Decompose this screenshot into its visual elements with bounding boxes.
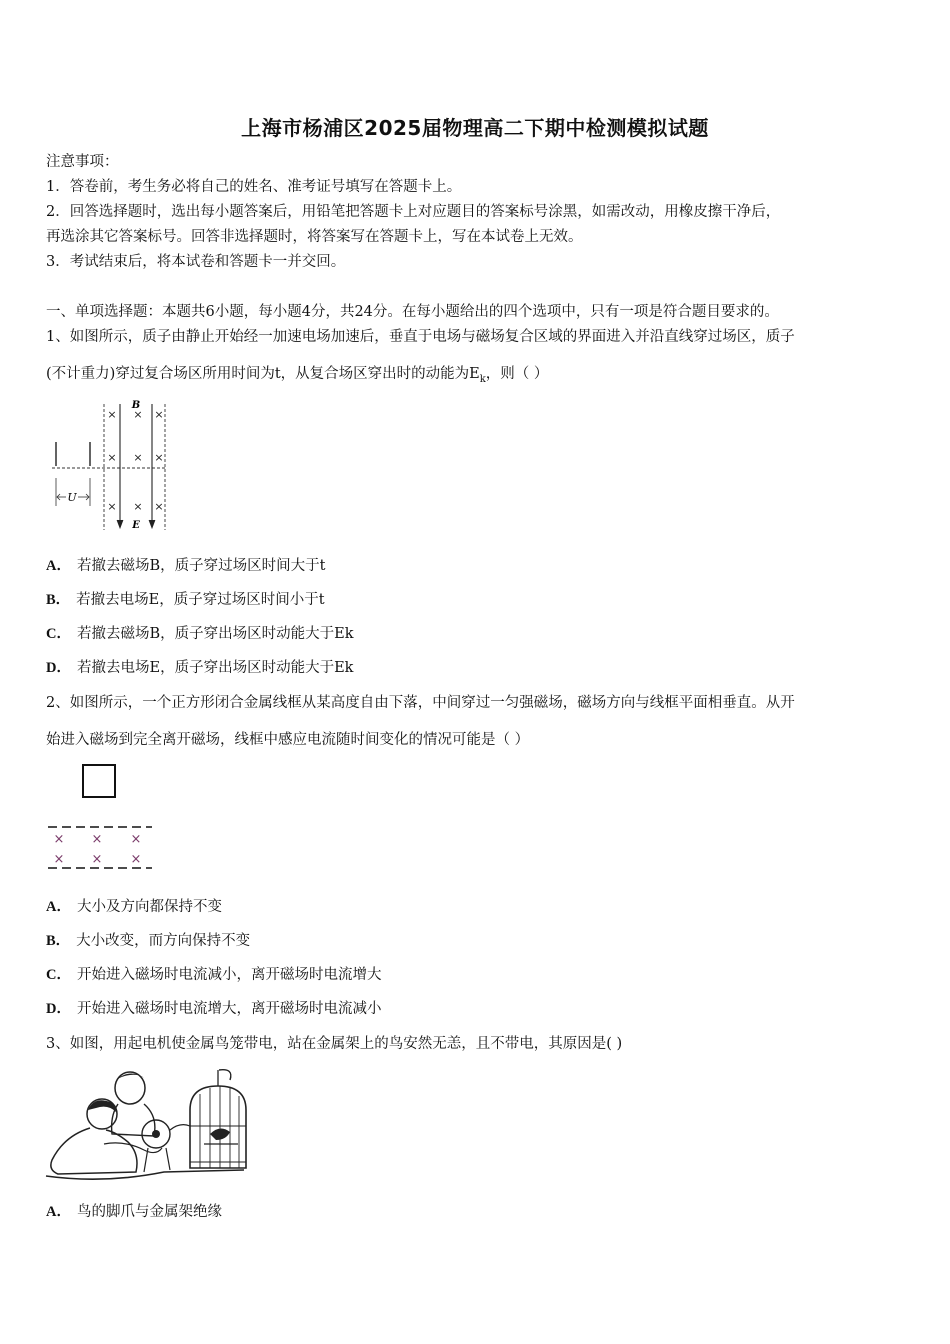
q2-stem-line1: 2、如图所示，一个正方形闭合金属线框从某高度自由下落，中间穿过一匀强磁场，磁场方向与线框平面相垂直。从开 — [46, 695, 795, 711]
option-text: 鸟的脚爪与金属架绝缘 — [76, 1204, 222, 1220]
option-text: 若撤去电场E，质子穿出场区时动能大于Ek — [76, 660, 354, 676]
q2-option-d — [46, 999, 381, 1019]
q2-option-c — [46, 965, 381, 985]
q2-b-cross: × — [130, 832, 142, 847]
q3-bird — [210, 1128, 230, 1140]
option-letter: D． — [46, 660, 71, 676]
notice-item: 2．回答选择题时，选出每小题答案后，用铅笔把答题卡上对应题目的答案标号涂黑，如需改动，用橡皮擦干净后， — [46, 204, 781, 220]
q3-person-head — [115, 1072, 145, 1104]
q2-stem-line2: 始进入磁场到完全离开磁场，线框中感应电流随时间变化的情况可能是（ ） — [46, 732, 530, 748]
q2-b-cross: × — [53, 852, 65, 867]
option-letter: A． — [46, 558, 71, 574]
q1-stem-subscript: k — [479, 373, 486, 385]
option-text: 大小及方向都保持不变 — [76, 899, 222, 915]
q2-option-b — [46, 931, 250, 951]
notice-item: 1．答卷前，考生务必将自己的姓名、准考证号填写在答题卡上。 — [46, 179, 462, 195]
notice-item: 再选涂其它答案标号。回答非选择题时，将答案写在答题卡上，写在本试卷上无效。 — [46, 229, 583, 245]
q2-option-a — [46, 897, 222, 917]
option-text: 大小改变，而方向保持不变 — [76, 933, 251, 949]
q1-option-d — [46, 658, 353, 678]
option-text: 开始进入磁场时电流减小，离开磁场时电流增大 — [76, 967, 382, 983]
q3-cage-hook — [219, 1070, 231, 1080]
option-text: 若撤去磁场B，质子穿过场区时间大于t — [76, 558, 326, 574]
q3-cage-outline — [190, 1086, 246, 1168]
q2-b-cross: × — [91, 832, 103, 847]
option-letter: A． — [46, 1204, 71, 1220]
q1-field-diagram — [48, 398, 178, 534]
q1-b-cross: × — [133, 408, 143, 421]
q1-b-cross: × — [154, 500, 164, 513]
q1-label-e: E — [132, 520, 140, 531]
q3-option-a — [46, 1202, 222, 1222]
q1-stem-line1: 1、如图所示，质子由静止开始经一加速电场加速后，垂直于电场与磁场复合区域的界面进入并沿直线穿过场区，质子 — [46, 329, 795, 345]
q3-machine-wire — [170, 1125, 190, 1130]
page-title: 上海市杨浦区2025届物理高二下期中检测模拟试题 — [241, 116, 709, 140]
option-letter: B． — [46, 933, 71, 949]
option-text: 若撤去磁场B，质子穿出场区时动能大于Ek — [76, 626, 354, 642]
notice-item: 3．考试结束后，将本试卷和答题卡一并交回。 — [46, 254, 346, 270]
q1-stem-text: (不计重力)穿过复合场区所用时间为t，从复合场区穿出时的动能为E — [46, 366, 480, 382]
q1-b-cross: × — [133, 500, 143, 513]
q1-option-a — [46, 556, 325, 576]
section-heading: 一、单项选择题：本题共6小题，每小题4分，共24分。在每小题给出的四个选项中，只有一项是符合题目要求的。 — [46, 304, 779, 320]
q3-machine-hub — [152, 1130, 160, 1138]
q1-label-b: B — [131, 400, 141, 411]
q2-b-cross: × — [53, 832, 65, 847]
q1-b-cross: × — [154, 408, 164, 421]
q2-frame-diagram — [46, 762, 156, 874]
q2-b-cross: × — [130, 852, 142, 867]
q1-stem-tail: ，则（ ） — [485, 366, 549, 382]
q1-option-c — [46, 624, 354, 644]
q1-stem-line2 — [46, 364, 548, 390]
option-text: 若撤去电场E，质子穿过场区时间小于t — [76, 592, 325, 608]
q3-birdcage-illustration — [44, 1064, 254, 1186]
q1-b-cross: × — [107, 451, 117, 464]
option-letter: C． — [46, 626, 71, 642]
q1-e-arrowhead — [117, 520, 123, 528]
option-letter: D． — [46, 1001, 71, 1017]
option-text: 开始进入磁场时电流增大，离开磁场时电流减小 — [76, 1001, 382, 1017]
q3-stem-line1: 3、如图，用起电机使金属鸟笼带电，站在金属架上的鸟安然无恙，且不带电，其原因是( ) — [46, 1036, 623, 1052]
option-letter: B． — [46, 592, 71, 608]
q1-label-u: U — [67, 491, 77, 504]
q1-option-b — [46, 590, 325, 610]
q3-person-body — [112, 1104, 155, 1136]
q2-square-frame — [83, 765, 115, 797]
q1-e-arrowhead — [149, 520, 155, 528]
q1-b-cross: × — [107, 408, 117, 421]
notice-heading: 注意事项： — [46, 154, 119, 170]
q2-b-cross: × — [91, 852, 103, 867]
option-letter: C． — [46, 967, 71, 983]
q1-b-cross: × — [154, 451, 164, 464]
q1-b-cross: × — [107, 500, 117, 513]
q3-ground — [46, 1170, 244, 1179]
option-letter: A． — [46, 899, 71, 915]
q1-b-cross: × — [133, 451, 143, 464]
